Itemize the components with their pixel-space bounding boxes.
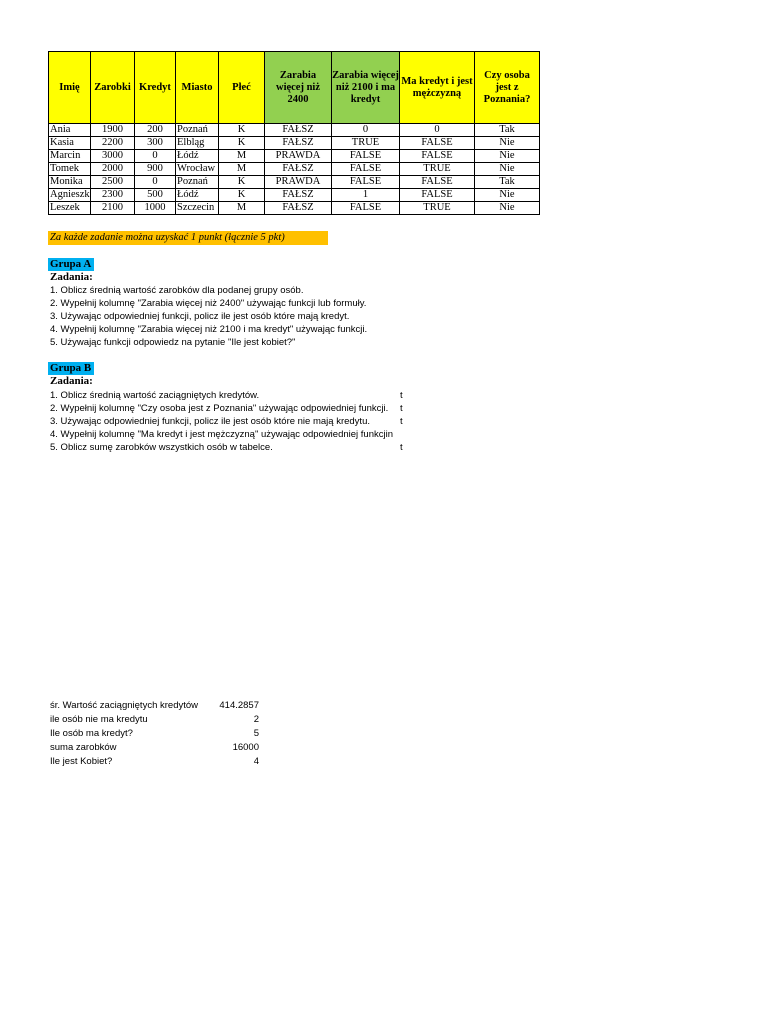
table-row [49,124,540,137]
cell-name[interactable]: Ania [49,124,91,137]
cell-kredyt-mezczyzna[interactable]: FALSE [400,176,475,189]
group-b-mark-1[interactable]: t [400,390,403,401]
cell-name[interactable]: Agnieszk [50,189,90,200]
table-row [49,150,540,163]
cell-poznan[interactable]: Nie [475,150,540,163]
header-imie[interactable]: Imię [49,52,91,124]
group-a-task-3[interactable]: 3. Używając odpowiedniej funkcji, policz ile jest osób które mają kredyt. [50,311,350,322]
cell-kredyt-mezczyzna[interactable]: FALSE [400,189,475,202]
cell-kredyt[interactable]: 500 [135,189,176,202]
group-b-mark-3[interactable]: t [400,416,403,427]
group-a-task-2[interactable]: 2. Wypełnij kolumnę "Zarabia więcej niż 2400" używając funkcji lub formuły. [50,298,367,309]
group-b-task-3[interactable]: 3. Używając odpowiedniej funkcji, policz ile jest osób które nie mają kredytu. [50,416,370,427]
group-b-mark-5[interactable]: t [400,442,403,453]
data-table [48,51,540,215]
cell-zarabia-2400[interactable]: FAŁSZ [265,137,332,150]
group-a-task-1[interactable]: 1. Oblicz średnią wartość zarobków dla podanej grupy osób. [50,285,304,296]
cell-name[interactable]: Monika [49,176,91,189]
cell-zarabia-2400[interactable]: PRAWDA [265,176,332,189]
table-row [49,176,540,189]
cell-miasto[interactable]: Łódź [176,150,219,163]
table-row [49,202,540,215]
cell-zarabia-2400[interactable]: FAŁSZ [265,202,332,215]
header-plec[interactable]: Płeć [219,52,265,124]
cell-kredyt[interactable]: 200 [135,124,176,137]
group-b-task-5[interactable]: 5. Oblicz sumę zarobków wszystkich osób w tabelce. [50,442,273,453]
cell-poznan[interactable]: Nie [475,163,540,176]
cell-zarabia-2400[interactable]: FAŁSZ [265,189,332,202]
cell-kredyt-mezczyzna[interactable]: 0 [400,124,475,137]
cell-plec[interactable]: M [219,150,265,163]
cell-kredyt[interactable]: 300 [135,137,176,150]
summary-label-no-credit[interactable]: ile osób nie ma kredytu [50,714,148,725]
cell-name[interactable]: Tomek [49,163,91,176]
cell-kredyt[interactable]: 0 [135,176,176,189]
points-note[interactable]: Za każde zadanie można uzyskać 1 punkt (łącznie 5 pkt) [48,231,328,245]
cell-kredyt-mezczyzna[interactable]: FALSE [400,137,475,150]
header-kredyt[interactable]: Kredyt [135,52,176,124]
group-a-task-4[interactable]: 4. Wypełnij kolumnę "Zarabia więcej niż 2100 i ma kredyt" używając funkcji. [50,324,368,335]
group-b-task-2[interactable]: 2. Wypełnij kolumnę "Czy osoba jest z Poznania" używając odpowiedniej funkcji. [50,403,389,414]
cell-kredyt-mezczyzna[interactable]: TRUE [400,163,475,176]
cell-zarobki[interactable]: 2100 [91,202,135,215]
cell-plec[interactable]: K [219,137,265,150]
group-b-subtitle[interactable]: Zadania: [50,375,93,387]
summary-label-avg-credit[interactable]: śr. Wartość zaciągniętych kredytów [50,700,199,711]
cell-zarobki[interactable]: 1900 [91,124,135,137]
cell-miasto[interactable]: Poznań [176,176,219,189]
cell-miasto[interactable]: Wrocław [176,163,219,176]
group-a-title[interactable]: Grupa A [48,258,94,271]
table-row [49,163,540,176]
cell-zarobki[interactable]: 2500 [91,176,135,189]
cell-zarabia-2100-kredyt[interactable]: TRUE [332,137,400,150]
cell-miasto[interactable]: Łódź [176,189,219,202]
header-miasto[interactable]: Miasto [176,52,219,124]
group-a-subtitle[interactable]: Zadania: [50,271,93,283]
cell-name[interactable]: Kasia [49,137,91,150]
cell-poznan[interactable]: Tak [475,124,540,137]
summary-value-has-credit[interactable]: 5 [253,728,259,739]
cell-zarobki[interactable]: 2000 [91,163,135,176]
summary-value-no-credit[interactable]: 2 [253,714,259,725]
summary-value-avg-credit[interactable]: 414.2857 [219,700,259,711]
cell-kredyt[interactable]: 1000 [135,202,176,215]
cell-zarabia-2400[interactable]: PRAWDA [265,150,332,163]
cell-plec[interactable]: K [219,176,265,189]
cell-zarobki[interactable]: 3000 [91,150,135,163]
cell-plec[interactable]: K [219,124,265,137]
cell-zarabia-2100-kredyt[interactable]: FALSE [332,202,400,215]
cell-poznan[interactable]: Nie [475,137,540,150]
header-kredyt-mezczyzna[interactable]: Ma kredyt i jest mężczyzną [400,52,475,124]
cell-zarobki[interactable]: 2300 [91,189,135,202]
cell-zarabia-2400[interactable]: FAŁSZ [265,124,332,137]
table-row [49,189,540,202]
cell-zarabia-2100-kredyt[interactable]: FALSE [332,150,400,163]
summary-label-salary-sum[interactable]: suma zarobków [50,742,117,753]
summary-value-women-count[interactable]: 4 [253,756,259,767]
cell-poznan[interactable]: Tak [475,176,540,189]
header-zarabia-2100-kredyt[interactable]: Zarabia więcej niż 2100 i ma kredyt [332,52,400,124]
summary-label-women-count[interactable]: Ile jest Kobiet? [50,756,113,767]
cell-kredyt-mezczyzna[interactable]: TRUE [400,202,475,215]
group-a-task-5[interactable]: 5. Używając funkcji odpowiedz na pytanie "Ile jest kobiet?" [50,337,296,348]
cell-zarabia-2100-kredyt[interactable]: 0 [332,124,400,137]
cell-kredyt[interactable]: 0 [135,150,176,163]
cell-zarabia-2100-kredyt[interactable]: FALSE [332,163,400,176]
summary-value-salary-sum[interactable]: 16000 [232,742,259,753]
cell-miasto[interactable]: Elbląg [176,137,219,150]
header-poznan[interactable]: Czy osoba jest z Poznania? [475,52,540,124]
cell-zarobki[interactable]: 2200 [91,137,135,150]
header-zarabia-2400[interactable]: Zarabia więcej niż 2400 [265,52,332,124]
cell-zarabia-2100-kredyt[interactable]: 1 [332,189,400,202]
cell-kredyt[interactable]: 900 [135,163,176,176]
cell-name[interactable]: Leszek [49,202,91,215]
cell-zarabia-2100-kredyt[interactable]: FALSE [332,176,400,189]
header-zarobki[interactable]: Zarobki [91,52,135,124]
table-row [49,137,540,150]
cell-poznan[interactable]: Nie [475,189,540,202]
cell-name[interactable]: Marcin [49,150,91,163]
cell-miasto[interactable]: Szczecin [176,202,219,215]
group-b-mark-2[interactable]: t [400,403,403,414]
cell-plec[interactable]: K [219,189,265,202]
header-row [49,52,540,124]
cell-plec[interactable]: M [219,202,265,215]
cell-poznan[interactable]: Nie [475,202,540,215]
group-b-title[interactable]: Grupa B [48,362,94,375]
group-b-task-4[interactable]: 4. Wypełnij kolumnę "Ma kredyt i jest mężczyzną" używając odpowiedniej funkcjin [50,429,394,440]
cell-plec[interactable]: M [219,163,265,176]
group-b-task-1[interactable]: 1. Oblicz średnią wartość zaciągniętych kredytów. [50,390,260,401]
cell-miasto[interactable]: Poznań [176,124,219,137]
summary-label-has-credit[interactable]: Ile osób ma kredyt? [50,728,133,739]
cell-kredyt-mezczyzna[interactable]: FALSE [400,150,475,163]
cell-zarabia-2400[interactable]: FAŁSZ [265,163,332,176]
